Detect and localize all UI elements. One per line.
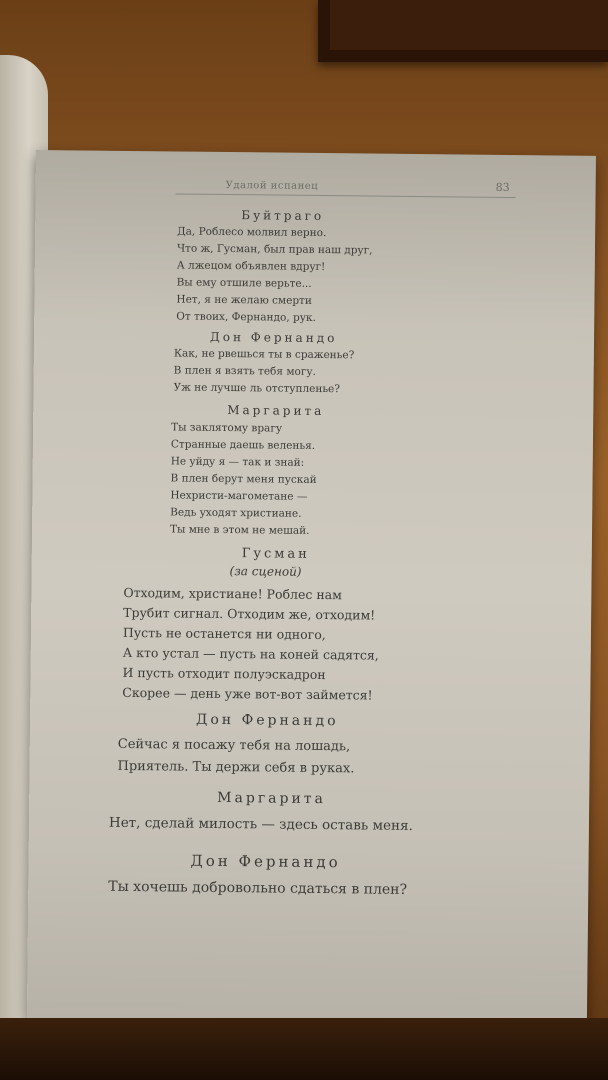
book-page <box>27 150 596 1024</box>
verse-line: Странные даешь веленья. <box>170 438 316 452</box>
verse-line: Пусть не останется ни одного, <box>122 624 326 643</box>
running-head: Удалой испанец <box>225 179 319 192</box>
speaker-name: Дон Фернандо <box>190 851 341 872</box>
page-number: 83 <box>495 180 510 194</box>
verse-line: Ты хочешь добровольно сдаться в плен? <box>108 878 408 898</box>
verse-line: Да, Роблесо молвил верно. <box>177 225 327 240</box>
verse-line: От твоих, Фернандо, рук. <box>176 310 316 324</box>
verse-line: Нехристи-магометане — <box>170 489 308 503</box>
verse-line: Отходим, христиане! Роблес нам <box>123 584 342 603</box>
verse-line: Скорее — день уже вот-вот займется! <box>122 684 373 703</box>
verse-line: А кто устал — пусть на коней садятся, <box>122 644 379 663</box>
verse-line: А лжецом объявлен вдруг! <box>176 259 326 274</box>
verse-line: Как, не рвешься ты в сраженье? <box>173 347 355 362</box>
speaker-name: Дон Фернандо <box>195 711 339 730</box>
header-rule <box>176 193 516 198</box>
verse-line: В плен берут меня пускай <box>170 472 317 486</box>
verse-line: Ведь уходят христиане. <box>170 506 302 520</box>
verse-line: Вы ему отшиле верьте... <box>176 276 312 290</box>
verse-line: Нет, я не желаю смерти <box>176 293 312 307</box>
speaker-name: Гусман <box>241 546 310 562</box>
verse-line: Ты заклятому врагу <box>171 421 283 435</box>
speaker-name: Буйтраго <box>241 208 325 224</box>
verse-line: Уж не лучше ль отступленье? <box>173 381 340 396</box>
verse-line: Приятель. Ты держи себя в руках. <box>117 758 355 777</box>
table-shadow <box>0 1018 608 1080</box>
verse-line: Нет, сделай милость — здесь оставь меня. <box>108 814 413 834</box>
dark-object-surface <box>330 0 608 50</box>
verse-line: Ты мне в этом не мешай. <box>169 523 310 537</box>
speaker-name: Дон Фернандо <box>209 329 338 346</box>
speaker-name: Маргарита <box>217 789 327 808</box>
verse-line: Сейчас я посажу тебя на лошадь, <box>117 736 351 755</box>
stage-direction: (за сценой) <box>229 564 302 579</box>
verse-line: В плен я взять тебя могу. <box>173 364 316 378</box>
speaker-name: Маргарита <box>227 403 325 419</box>
verse-line: И пусть отходит полуэскадрон <box>122 664 326 683</box>
verse-line: Трубит сигнал. Отходим же, отходим! <box>123 604 376 623</box>
verse-line: Не уйду я — так и знай: <box>170 455 305 469</box>
verse-line: Что ж, Гусман, был прав наш друг, <box>176 242 373 257</box>
